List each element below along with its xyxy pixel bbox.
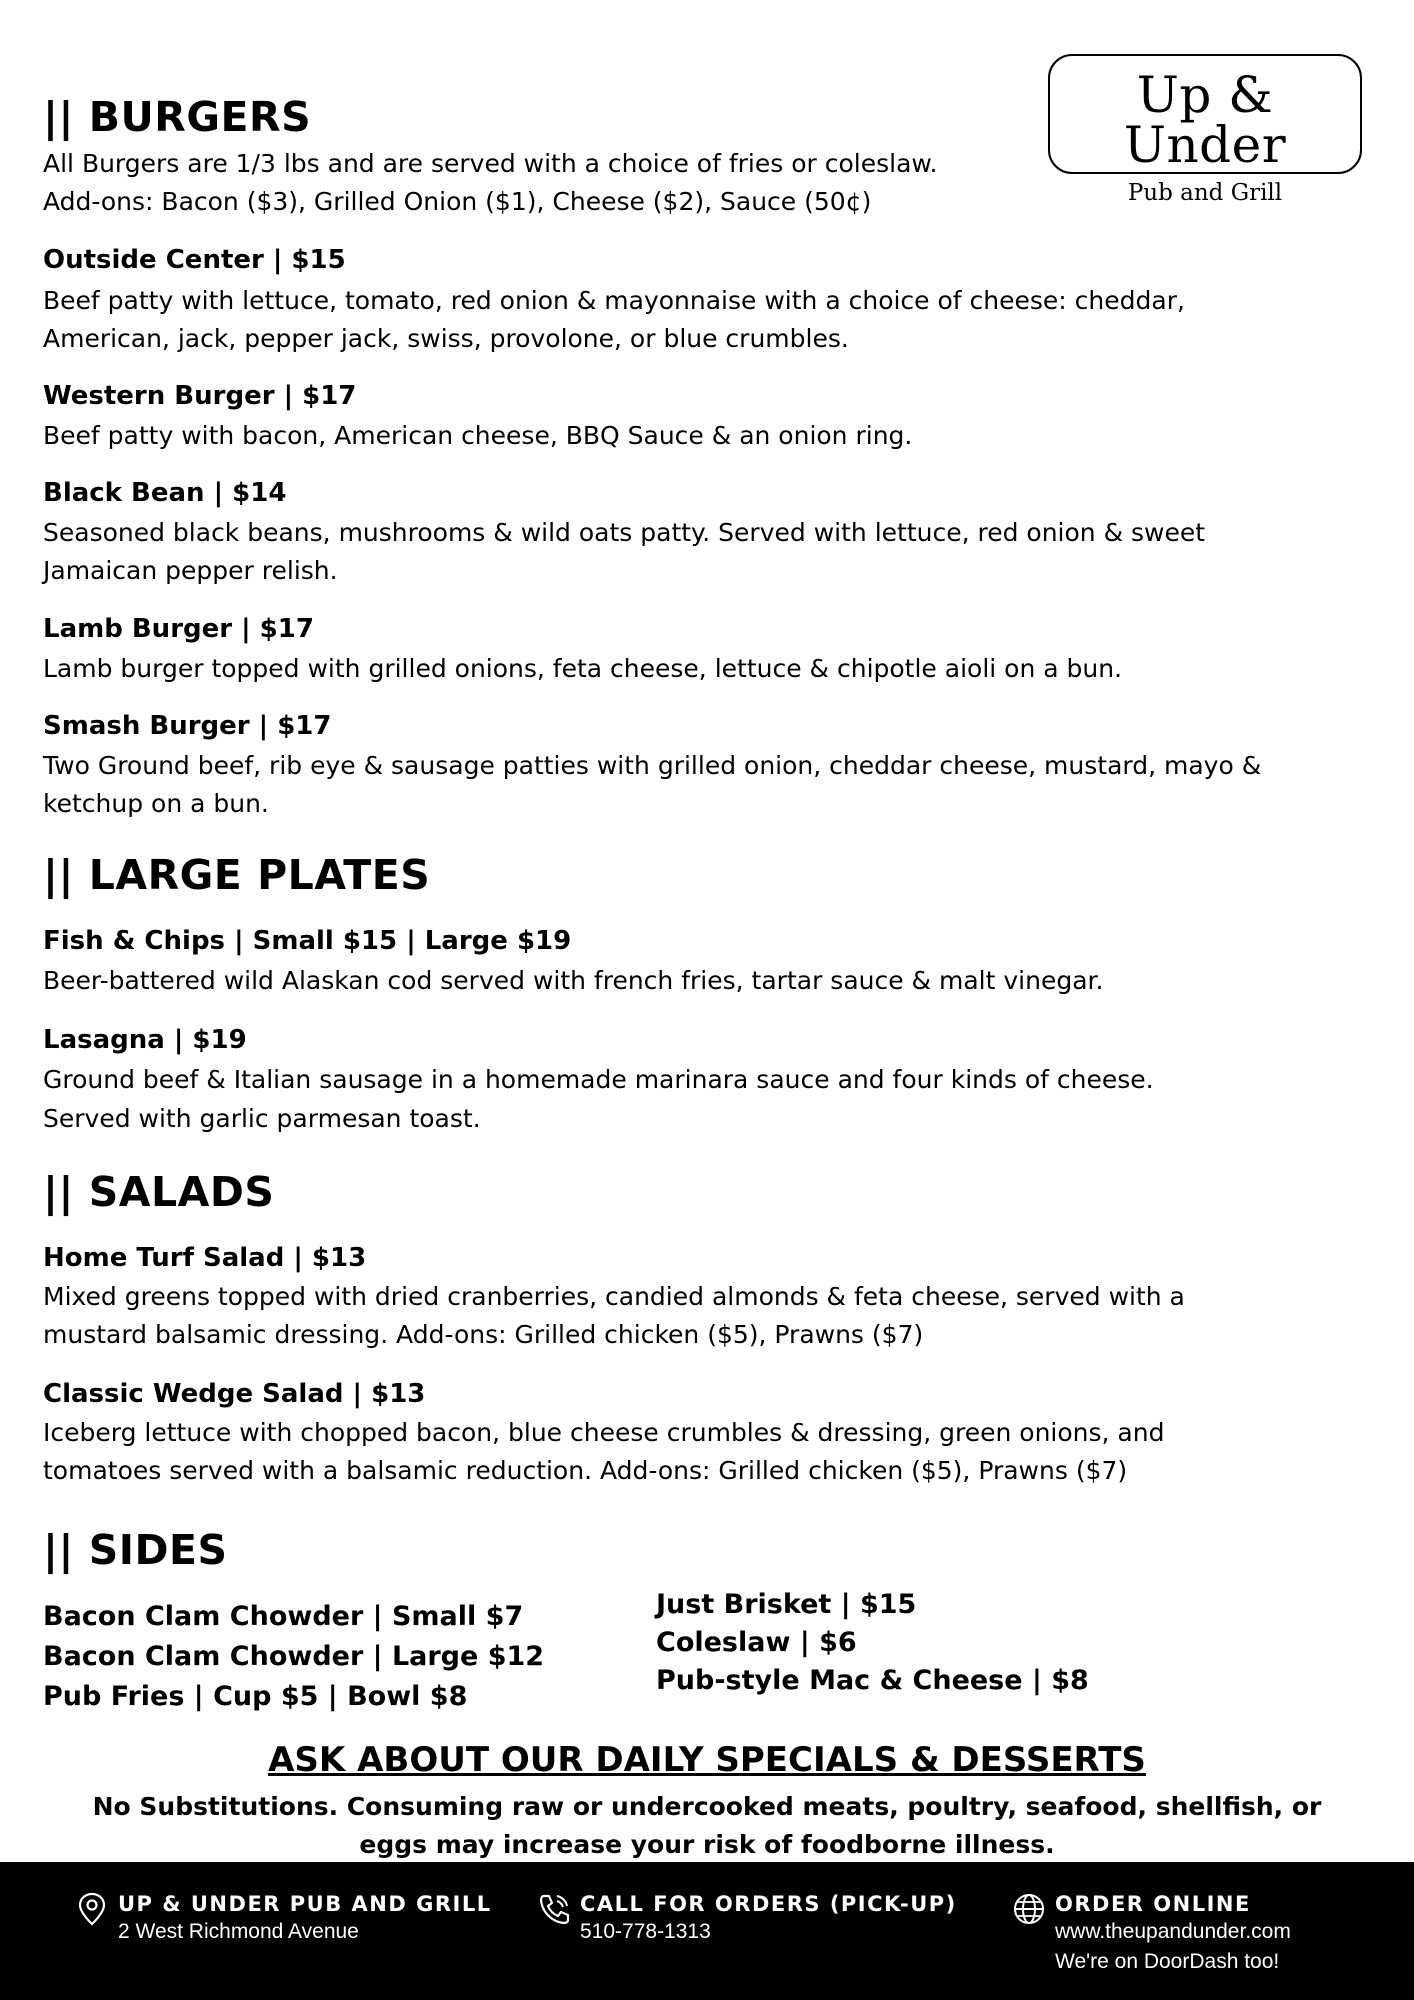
food-safety-warning: No Substitutions. Consuming raw or undercooked meats, poultry, seafood, shellfish, or eggs may increase your risk of foodborne illness. (92, 1792, 1322, 1859)
location-pin-icon (76, 1892, 108, 1926)
menu-item-description: Two Ground beef, rib eye & sausage patties with grilled onion, cheddar cheese, mustard, mayo & (43, 751, 1262, 780)
menu-item-description: Lamb burger topped with grilled onions, feta cheese, lettuce & chipotle aioli on a bun. (43, 654, 1123, 683)
logo-name: Up & Under (1123, 66, 1287, 174)
footer-phone-title: CALL FOR ORDERS (PICK-UP) (580, 1892, 957, 1916)
menu-item-name: Black Bean | $14 (43, 478, 287, 508)
menu-item-description: Beef patty with lettuce, tomato, red onion & mayonnaise with a choice of cheese: cheddar, (43, 286, 1185, 315)
menu-item-description: American, jack, pepper jack, swiss, provolone, or blue crumbles. (43, 324, 849, 353)
side-item: Pub-style Mac & Cheese | $8 (656, 1665, 1089, 1696)
specials-banner: ASK ABOUT OUR DAILY SPECIALS & DESSERTS (268, 1740, 1146, 1780)
menu-item-description: Iceberg lettuce with chopped bacon, blue cheese crumbles & dressing, green onions, and (43, 1418, 1165, 1447)
burgers-intro: All Burgers are 1/3 lbs and are served with a choice of fries or coleslaw. (43, 149, 938, 178)
doordash-note: We're on DoorDash too! (1055, 1950, 1280, 1973)
side-item: Pub Fries | Cup $5 | Bowl $8 (43, 1681, 468, 1712)
sides-heading: || SIDES (43, 1526, 228, 1574)
menu-item-description: tomatoes served with a balsamic reduction. Add-ons: Grilled chicken ($5), Prawns ($7) (43, 1456, 1128, 1485)
menu-item-description: Seasoned black beans, mushrooms & wild oats patty. Served with lettuce, red onion & sweet (43, 518, 1206, 547)
menu-item-name: Western Burger | $17 (43, 381, 357, 411)
menu-item-name: Home Turf Salad | $13 (43, 1243, 367, 1273)
menu-item-name: Smash Burger | $17 (43, 711, 332, 741)
globe-icon (1013, 1892, 1045, 1926)
phone-number-link[interactable]: 510-778-1313 (580, 1920, 711, 1943)
menu-item-description: Beer-battered wild Alaskan cod served with french fries, tartar sauce & malt vinegar. (43, 966, 1104, 995)
menu-item-name: Lasagna | $19 (43, 1025, 247, 1055)
menu-item-description: Jamaican pepper relish. (43, 556, 338, 585)
menu-item-name: Lamb Burger | $17 (43, 614, 314, 644)
menu-item-description: ketchup on a bun. (43, 789, 269, 818)
phone-icon (538, 1892, 570, 1926)
side-item: Bacon Clam Chowder | Small $7 (43, 1601, 524, 1632)
footer-online-title: ORDER ONLINE (1055, 1892, 1251, 1916)
side-item: Bacon Clam Chowder | Large $12 (43, 1641, 545, 1672)
salads-heading: || SALADS (43, 1168, 275, 1216)
burgers-addons: Add-ons: Bacon ($3), Grilled Onion ($1), Cheese ($2), Sauce (50¢) (43, 187, 872, 216)
logo-subtitle: Pub and Grill (1127, 180, 1283, 206)
menu-item-description: Ground beef & Italian sausage in a homemade marinara sauce and four kinds of cheese. (43, 1065, 1154, 1094)
menu-item-description: mustard balsamic dressing. Add-ons: Grilled chicken ($5), Prawns ($7) (43, 1320, 924, 1349)
menu-item-description: Served with garlic parmesan toast. (43, 1104, 481, 1133)
burgers-heading: || BURGERS (43, 93, 312, 141)
website-link[interactable]: www.theupandunder.com (1055, 1920, 1291, 1943)
side-item: Coleslaw | $6 (656, 1627, 857, 1658)
menu-item-name: Fish & Chips | Small $15 | Large $19 (43, 926, 572, 956)
footer (0, 1862, 1414, 2000)
footer-location-title: UP & UNDER PUB AND GRILL (118, 1892, 492, 1916)
menu-item-name: Classic Wedge Salad | $13 (43, 1379, 426, 1409)
large-plates-heading: || LARGE PLATES (43, 851, 431, 899)
side-item: Just Brisket | $15 (656, 1589, 917, 1620)
menu-item-name: Outside Center | $15 (43, 245, 346, 275)
menu-item-description: Mixed greens topped with dried cranberries, candied almonds & feta cheese, served with a (43, 1282, 1185, 1311)
footer-address: 2 West Richmond Avenue (118, 1920, 359, 1943)
menu-item-description: Beef patty with bacon, American cheese, BBQ Sauce & an onion ring. (43, 421, 913, 450)
